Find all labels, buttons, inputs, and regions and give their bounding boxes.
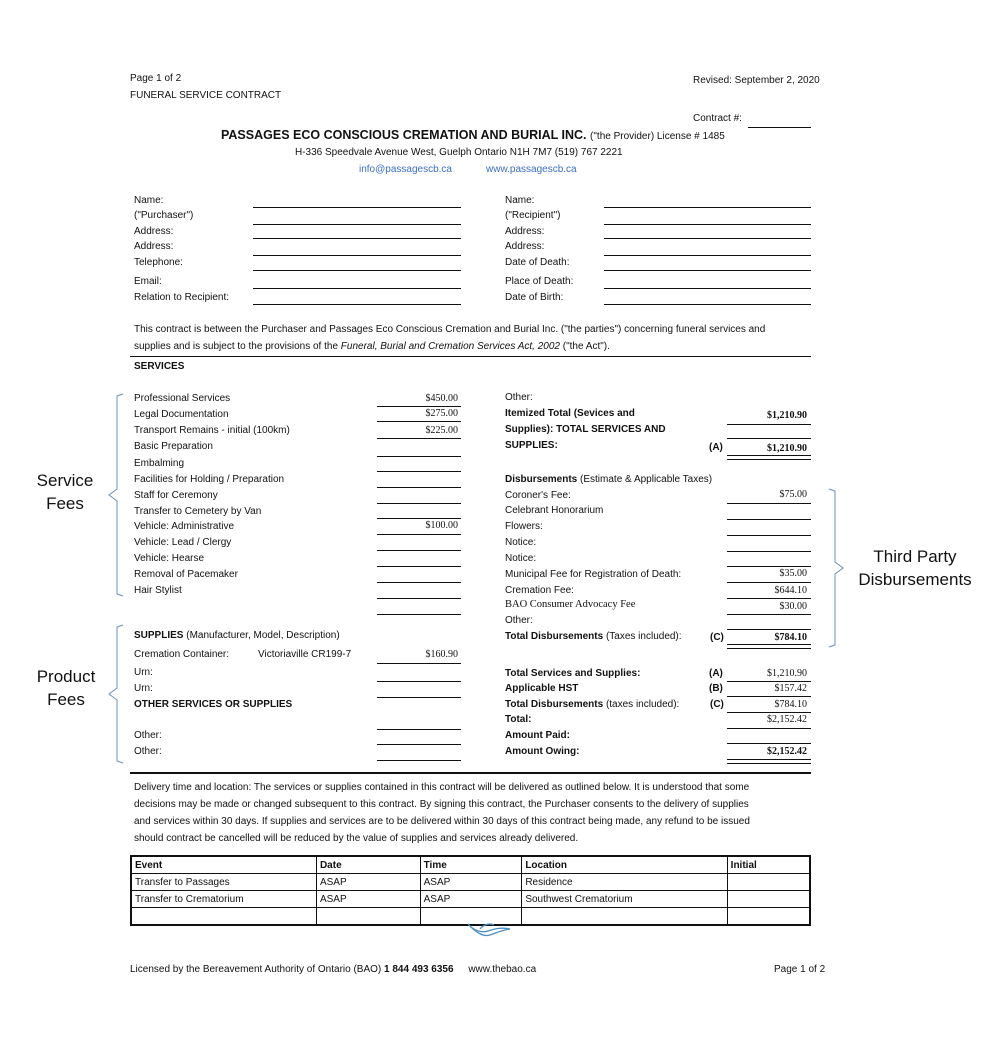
recipient-pod-field[interactable] (604, 288, 811, 289)
service-value-field[interactable] (377, 503, 461, 504)
disbursement-label: Notice: (505, 537, 537, 548)
table-cell: Southwest Crematorium (522, 891, 727, 908)
amount-paid-field[interactable] (727, 743, 811, 744)
disbursement-label: Coroner's Fee: (505, 490, 571, 501)
service-value: $275.00 (425, 408, 458, 419)
summary-code-c: (C) (710, 699, 724, 710)
cremation-container-label: Cremation Container: (134, 649, 230, 660)
summary-total-field[interactable] (727, 728, 811, 729)
service-value: $100.00 (425, 520, 458, 531)
provider-email-link[interactable]: info@passagescb.ca (359, 164, 452, 175)
purchaser-address-field[interactable] (253, 238, 461, 239)
service-value-field[interactable] (377, 566, 461, 567)
supplies-heading-note: (Manufacturer, Model, Description) (186, 630, 340, 641)
recipient-dob-label: Date of Birth: (505, 292, 564, 303)
event-table (130, 855, 811, 926)
disbursement-value: $644.10 (774, 585, 807, 596)
code-c: (C) (710, 632, 724, 643)
supplies-heading: SUPPLIES (134, 630, 184, 641)
table-cell[interactable] (727, 874, 810, 891)
recipient-name-field[interactable] (604, 207, 811, 208)
service-value-field[interactable] (377, 438, 461, 439)
purchaser-name-field[interactable] (253, 207, 461, 208)
form-title: FUNERAL SERVICE CONTRACT (130, 90, 282, 101)
disbursement-value-field[interactable] (727, 551, 811, 552)
disbursements-heading: Disbursements (505, 474, 578, 485)
disbursement-value-field[interactable] (727, 614, 811, 615)
recipient-pod-label: Place of Death: (505, 276, 574, 287)
provider-website-link[interactable]: www.passagescb.ca (486, 164, 577, 175)
cremation-container-model: Victoriaville CR199-7 (258, 649, 352, 660)
other-value-field[interactable] (377, 760, 461, 761)
service-value-field[interactable] (377, 471, 461, 472)
table-cell: ASAP (420, 891, 522, 908)
supplies-heading-line (134, 630, 340, 641)
disbursement-label: Cremation Fee: (505, 585, 574, 596)
other-value-field[interactable] (377, 729, 461, 730)
bird-logo-icon (466, 921, 514, 939)
total-disbursements-note: (Taxes included): (605, 631, 682, 642)
page-number: Page 1 of 2 (130, 73, 182, 84)
table-cell[interactable] (316, 908, 420, 926)
itemized-total-value: $1,210.90 (767, 410, 807, 421)
table-cell: ASAP (316, 891, 420, 908)
recipient-address2-label: Address: (505, 241, 545, 252)
summary-hst-value: $157.42 (774, 683, 807, 694)
purchaser-name-label: Name: (134, 195, 164, 206)
recipient-tag-label: ("Recipient") (505, 210, 561, 221)
urn-value-field[interactable] (377, 681, 461, 682)
disbursements-heading-line (505, 474, 712, 485)
amount-owing-underline (727, 759, 811, 764)
recipient-dod-label: Date of Death: (505, 257, 570, 268)
disbursement-value-field[interactable] (727, 582, 811, 583)
recipient-address2-field[interactable] (604, 255, 811, 256)
cremation-container-value: $160.90 (425, 649, 458, 660)
table-cell[interactable] (727, 908, 810, 926)
purchaser-address2-field[interactable] (253, 255, 461, 256)
disbursement-value: $35.00 (779, 568, 807, 579)
service-value: $450.00 (425, 393, 458, 404)
recipient-address-label: Address: (505, 226, 545, 237)
provider-license: ("the Provider) License # 1485 (590, 131, 725, 142)
purchaser-telephone-field[interactable] (253, 270, 461, 271)
urn-label: Urn: (134, 667, 153, 678)
intro-text-a: supplies and is subject to the provisions of the (134, 341, 341, 352)
disbursement-value-field[interactable] (727, 535, 811, 536)
supplies-total-underline (727, 455, 811, 460)
service-label: Transport Remains - initial (100km) (134, 425, 290, 436)
purchaser-relation-field[interactable] (253, 304, 461, 305)
disbursement-label: Other: (505, 615, 533, 626)
itemized-total-line-2: Supplies): TOTAL SERVICES AND (505, 424, 666, 435)
delivery-divider (130, 772, 811, 774)
table-cell: Transfer to Crematorium (131, 891, 316, 908)
purchaser-tag-label: ("Purchaser") (134, 210, 194, 221)
service-value-field[interactable] (377, 456, 461, 457)
intro-line-2 (134, 341, 610, 352)
purchaser-relation-label: Relation to Recipient: (134, 292, 230, 303)
service-value: $225.00 (425, 425, 458, 436)
summary-services-field[interactable] (727, 681, 811, 682)
delivery-line-3: and services within 30 days. If supplies and services are to be delivered within 30 days of this contract being made, any refund to be issued (134, 816, 750, 827)
service-label: Vehicle: Hearse (134, 553, 205, 564)
service-label: Removal of Pacemaker (134, 569, 238, 580)
summary-disb-field[interactable] (727, 712, 811, 713)
table-row (131, 874, 810, 891)
service-fees-label (20, 469, 110, 515)
total-disbursements-value: $784.10 (774, 632, 807, 643)
services-heading: SERVICES (134, 361, 185, 372)
provider-line (221, 128, 725, 142)
third-party-label (852, 545, 978, 591)
summary-code-b: (B) (709, 683, 723, 694)
other-label: Other: (134, 746, 162, 757)
service-value-field[interactable] (377, 582, 461, 583)
total-disbursements-label: Total Disbursements (505, 631, 604, 642)
service-value-field[interactable] (377, 421, 461, 422)
other-value-field[interactable] (377, 744, 461, 745)
table-cell: ASAP (420, 874, 522, 891)
disbursement-value-field[interactable] (727, 566, 811, 567)
table-header: Location (522, 856, 727, 874)
recipient-dod-field[interactable] (604, 270, 811, 271)
supplies-total-topline (727, 438, 811, 439)
footer-phone: 1 844 493 6356 (384, 964, 454, 975)
disbursements-heading-note: (Estimate & Applicable Taxes) (580, 474, 713, 485)
service-value-field[interactable] (377, 614, 461, 615)
intro-act-name: Funeral, Burial and Cremation Services Act, 2002 (340, 341, 560, 352)
purchaser-address-label: Address: (134, 226, 174, 237)
summary-code-a: (A) (709, 668, 723, 679)
service-value-field[interactable] (377, 518, 461, 519)
disbursement-value-field[interactable] (727, 503, 811, 504)
disbursement-label: Notice: (505, 553, 537, 564)
other-services-heading: OTHER SERVICES OR SUPPLIES (134, 699, 293, 710)
disbursement-value-field[interactable] (727, 519, 811, 520)
table-header-row (131, 856, 810, 874)
table-cell[interactable] (522, 908, 727, 926)
delivery-line-1: Delivery time and location: The services or supplies contained in this contract will be delivered as outlined below. It is understood that some (134, 782, 750, 793)
summary-disb-label: Total Disbursements (505, 699, 604, 710)
provider-address: H-336 Speedvale Avenue West, Guelph Ontario N1H 7M7 (519) 767 2221 (295, 147, 623, 158)
product-fees-label (20, 665, 112, 711)
service-label: Vehicle: Administrative (134, 521, 235, 532)
disbursement-label: BAO Consumer Advocacy Fee (505, 599, 636, 610)
table-header: Initial (727, 856, 810, 874)
disbursement-label: Flowers: (505, 521, 543, 532)
service-label: Transfer to Cemetery by Van (134, 506, 262, 517)
recipient-name-label: Name: (505, 195, 535, 206)
summary-total-label: Total: (505, 714, 532, 725)
summary-hst-field[interactable] (727, 696, 811, 697)
service-value-field[interactable] (377, 406, 461, 407)
delivery-line-4: should contract be cancelled will be reduced by the value of supplies and services already delivered. (134, 833, 579, 844)
service-label: Vehicle: Lead / Clergy (134, 537, 232, 548)
summary-disb-note: (taxes included): (605, 699, 680, 710)
table-cell: Residence (522, 874, 727, 891)
provider-name: PASSAGES ECO CONSCIOUS CREMATION AND BURIAL INC. (221, 128, 587, 142)
disbursement-value-field[interactable] (727, 629, 811, 630)
revised-date: Revised: September 2, 2020 (693, 75, 820, 86)
purchaser-email-field[interactable] (253, 288, 461, 289)
table-cell: Transfer to Passages (131, 874, 316, 891)
summary-hst-label: Applicable HST (505, 683, 579, 694)
table-cell[interactable] (131, 908, 316, 926)
third-party-label-line2: Disbursements (858, 570, 972, 589)
summary-services-value: $1,210.90 (767, 668, 807, 679)
product-fees-label-line2: Fees (47, 690, 85, 709)
purchaser-telephone-label: Telephone: (134, 257, 183, 268)
disbursement-label: Celebrant Honorarium (505, 505, 604, 516)
container-value-field[interactable] (377, 663, 461, 664)
service-label: Staff for Ceremony (134, 490, 218, 501)
intro-line-1: This contract is between the Purchaser and Passages Eco Conscious Cremation and Burial Inc. ("the parties") concerning funeral services and (134, 324, 766, 335)
third-party-brace (825, 488, 847, 648)
itemized-total-line-1: Itemized Total (Sevices and (505, 408, 635, 419)
itemized-total-line-3: SUPPLIES: (505, 440, 558, 451)
summary-disb-line (505, 699, 679, 710)
recipient-line-field[interactable] (604, 224, 811, 225)
footer-licensed-text: Licensed by the Bereavement Authority of Ontario (BAO) (130, 964, 382, 975)
service-value-field[interactable] (377, 550, 461, 551)
table-header: Event (131, 856, 316, 874)
summary-total-value: $2,152.42 (767, 714, 807, 725)
purchaser-email-label: Email: (134, 276, 162, 287)
footer-page-number: Page 1 of 2 (774, 964, 826, 975)
table-cell: ASAP (316, 874, 420, 891)
code-a: (A) (709, 442, 723, 453)
disbursement-value-field[interactable] (727, 598, 811, 599)
table-cell[interactable] (727, 891, 810, 908)
third-party-label-line1: Third Party (873, 547, 957, 566)
disbursement-label: Municipal Fee for Registration of Death: (505, 569, 682, 580)
service-fees-label-line1: Service (36, 471, 94, 490)
service-value-field[interactable] (377, 534, 461, 535)
footer-website-link[interactable]: www.thebao.ca (468, 964, 537, 975)
urn-value-field[interactable] (377, 697, 461, 698)
service-label: Facilities for Holding / Preparation (134, 474, 285, 485)
contract-number-field[interactable] (748, 127, 811, 128)
recipient-address-field[interactable] (604, 238, 811, 239)
disbursement-value: $75.00 (779, 489, 807, 500)
service-value-field[interactable] (377, 487, 461, 488)
delivery-line-2: decisions may be made or changed subsequent to this contract. By signing this contract, the Purchaser consents to the delivery of supplies (134, 799, 749, 810)
purchaser-line-field[interactable] (253, 224, 461, 225)
urn-label: Urn: (134, 683, 153, 694)
amount-paid-label: Amount Paid: (505, 730, 570, 741)
table-row (131, 891, 810, 908)
disbursement-value: $30.00 (779, 601, 807, 612)
amount-owing-label: Amount Owing: (505, 746, 580, 757)
summary-services-label: Total Services and Supplies: (505, 668, 641, 679)
recipient-dob-field[interactable] (604, 304, 811, 305)
section-divider (130, 356, 811, 357)
itemized-other-label: Other: (505, 392, 533, 403)
total-services-supplies-value: $1,210.90 (767, 443, 807, 454)
service-label: Embalming (134, 458, 185, 469)
service-fees-label-line2: Fees (46, 494, 84, 513)
service-value-field[interactable] (377, 598, 461, 599)
contract-number-label: Contract #: (693, 113, 742, 124)
itemized-total-field[interactable] (727, 424, 811, 425)
service-label: Legal Documentation (134, 409, 229, 420)
total-disbursements-underline (727, 644, 811, 649)
intro-text-b: ("the Act"). (559, 341, 610, 352)
summary-disb-value: $784.10 (774, 699, 807, 710)
service-label: Hair Stylist (134, 585, 182, 596)
table-header: Date (316, 856, 420, 874)
other-label: Other: (134, 730, 162, 741)
product-fees-label-line1: Product (36, 667, 96, 686)
footer-licensed (130, 964, 536, 975)
amount-owing-value: $2,152.42 (767, 746, 807, 757)
total-disbursements-line (505, 631, 682, 642)
service-label: Basic Preparation (134, 441, 213, 452)
service-label: Professional Services (134, 393, 231, 404)
purchaser-address2-label: Address: (134, 241, 174, 252)
table-header: Time (420, 856, 522, 874)
